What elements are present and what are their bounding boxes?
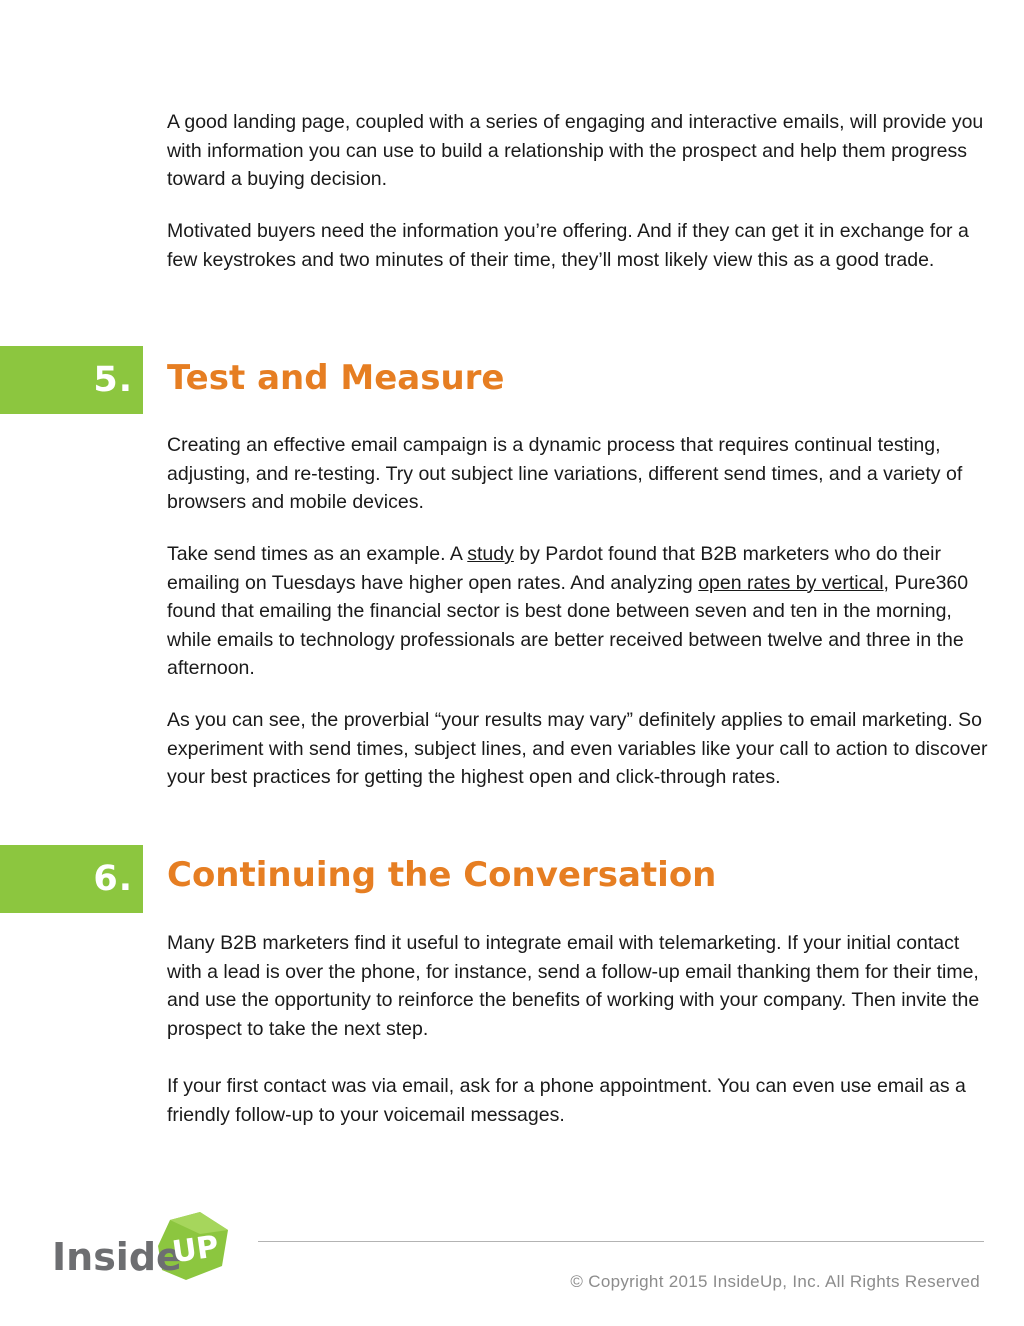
section-5-title: Test and Measure [167,358,505,398]
open-rates-by-vertical-link[interactable]: open rates by vertical [698,571,884,594]
section-6-paragraph-1: Many B2B marketers find it useful to integrate email with telemarketing. If your initial contact with a lead is over the phone, for instance, send a follow-up email thanking them for their time, and use the opportunity to reinforce the benefits of working with your company. Then invite the prospect to take the next step. [167,932,980,1040]
section-5-number-badge [0,346,143,414]
section-6-number-badge [0,845,143,913]
section-5-number: 5. [93,360,133,400]
study-link[interactable]: study [467,543,514,565]
intro-paragraph-1: A good landing page, coupled with a series of engaging and interactive emails, will provide you with information you can use to build a relationship with the prospect and help them progress toward a buying decision. [167,111,984,190]
intro-paragraph-2: Motivated buyers need the information you’re offering. And if they can get it in exchange for a few keystrokes and two minutes of their time, they’ll most likely view this as a good trade. [167,220,969,271]
section-5-paragraph-2-text-c: , Pure360 found that emailing the financial sector is best done between seven and ten in the morning, while emails to technology professionals are better received between twelve and three in the afternoon. [167,571,969,679]
logo-text-up: UP [170,1229,221,1271]
insideup-logo-graphic [50,1208,235,1288]
logo-text-inside: Inside [52,1235,182,1279]
footer-divider [258,1241,984,1242]
copyright-notice: © Copyright 2015 InsideUp, Inc. All Rights Reserved [570,1272,980,1291]
section-5-paragraph-2-text-a: Take send times as an example. A [167,543,468,565]
section-6-title: Continuing the Conversation [167,855,717,895]
section-5-paragraph-2 [167,540,992,683]
section-5-paragraph-3: As you can see, the proverbial “your results may vary” definitely applies to email marketing. So experiment with send times, subject lines, and even variables like your call to action to discover your best practices for getting the highest open and click-through rates. [167,709,988,788]
section-5-paragraph-1: Creating an effective email campaign is a dynamic process that requires continual testing, adjusting, and re-testing. Try out subject line variations, different send times, and a variety of browsers and mobile devices. [167,434,963,513]
section-5-paragraph-2-text-b: by Pardot found that B2B marketers who do their emailing on Tuesdays have higher open rates. And analyzing [167,543,941,594]
insideup-logo [50,1208,235,1288]
section-6-number: 6. [93,859,133,899]
section-6-paragraph-2: If your first contact was via email, ask for a phone appointment. You can even use email as a friendly follow-up to your voicemail messages. [167,1075,966,1126]
